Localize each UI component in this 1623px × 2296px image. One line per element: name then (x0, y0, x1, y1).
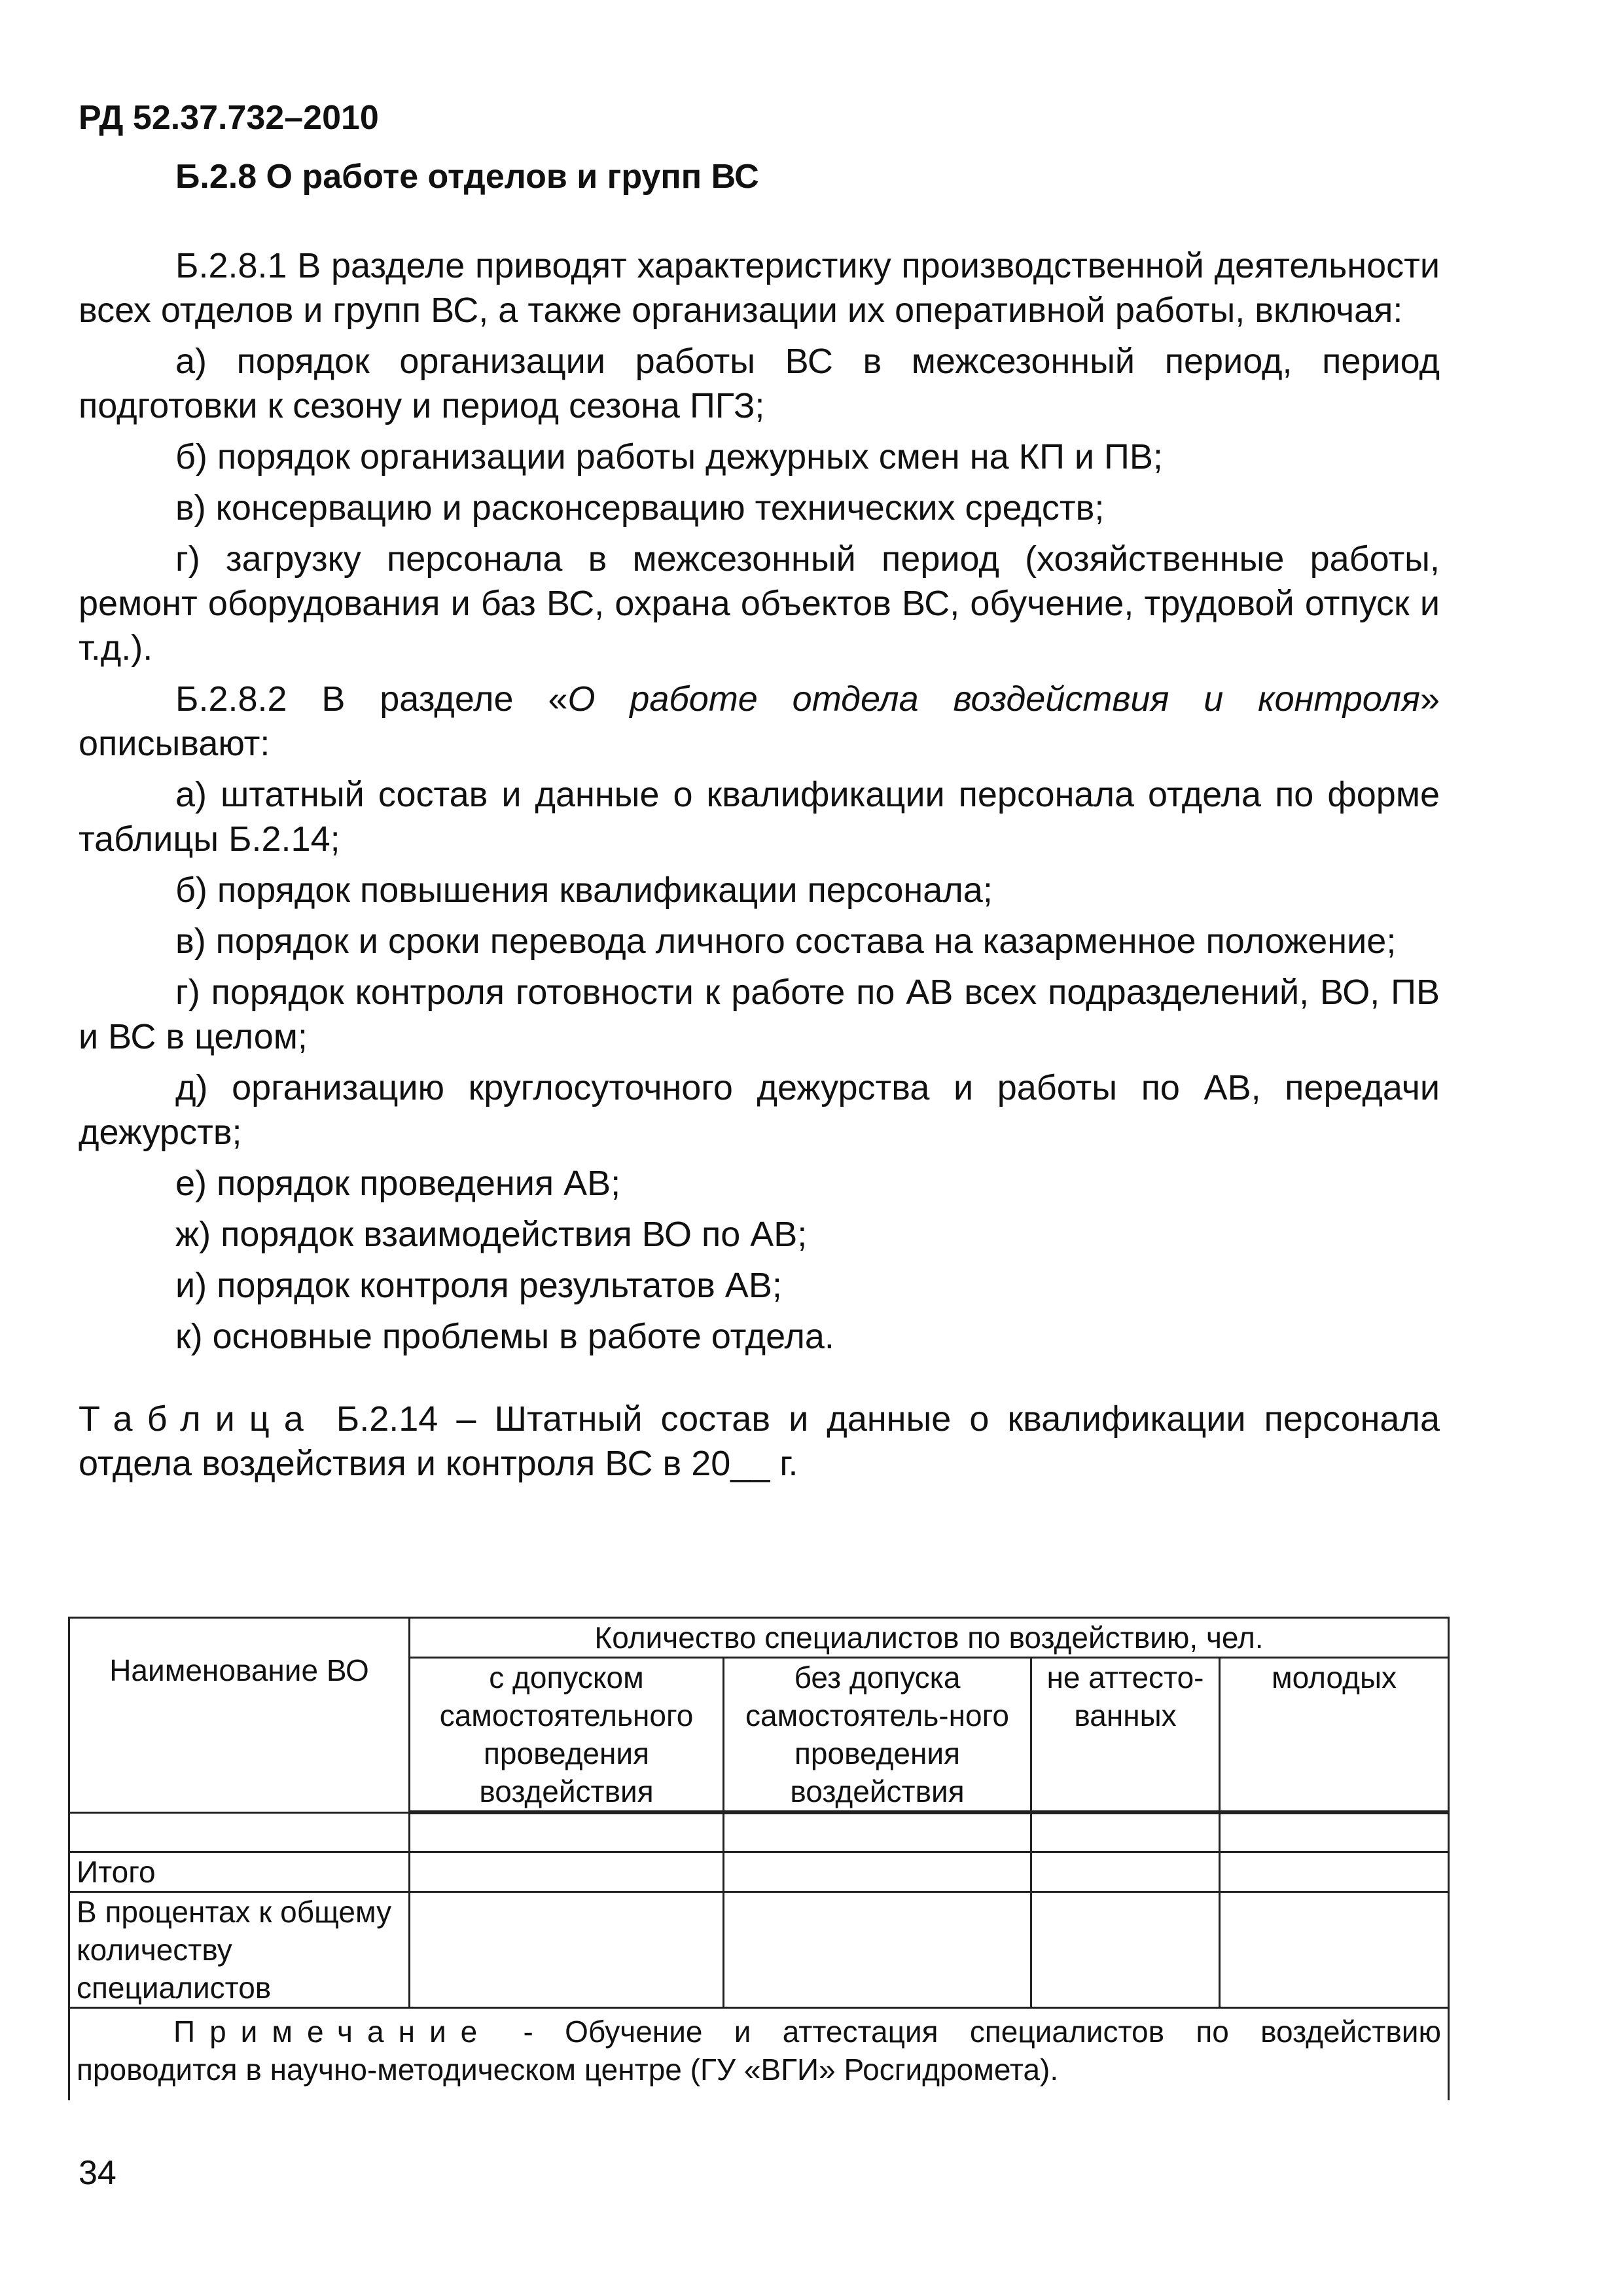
paragraph-b282 (79, 677, 1440, 766)
row-label: В процентах к общему количеству специалистов (69, 1892, 410, 2008)
list-item: г) загрузку персонала в межсезонный период (хозяйственные работы, ремонт оборудования и баз ВС, охрана объектов ВС, обучение, трудовой отпуск и т.д.). (79, 539, 1440, 668)
list-item: и) порядок контроля результатов АВ; (175, 1266, 782, 1305)
table-note (69, 2008, 1449, 2101)
list-item: к) основные проблемы в работе отдела. (175, 1317, 834, 1356)
page-number: 34 (79, 2154, 116, 2192)
row-label: Итого (69, 1852, 410, 1892)
table-header-row (69, 1618, 1449, 1658)
table-cell (410, 1892, 724, 2008)
body-text (79, 243, 1440, 1492)
col-with-permission: с допуском самостоятельного проведения воздействия (410, 1658, 724, 1813)
table-cell (724, 1892, 1031, 2008)
table-caption (79, 1397, 1440, 1486)
col-without-permission: без допуска самостоятель-ного проведения воздействия (724, 1658, 1031, 1813)
list-item: д) организацию круглосуточного дежурства и работы по АВ, передачи дежурств; (79, 1068, 1440, 1152)
table-cell (1031, 1892, 1220, 2008)
list-item: в) порядок и сроки перевода личного состава на казарменное положение; (175, 922, 1397, 961)
list-item: в) консервацию и расконсервацию технических средств; (175, 488, 1105, 528)
table-row (69, 1812, 1449, 1852)
table-note-row (69, 2008, 1449, 2101)
table-cell (1220, 1892, 1449, 2008)
table-cell (1220, 1852, 1449, 1892)
table-row (69, 1892, 1449, 2008)
name-header: Наименование ВО (69, 1618, 410, 1813)
document-code: РД 52.37.732–2010 (79, 99, 379, 137)
table-cell (1220, 1812, 1449, 1852)
col-young: молодых (1220, 1658, 1449, 1813)
list-item: а) порядок организации работы ВС в межсезонный период, период подготовки к сезону и период сезона ПГЗ; (79, 342, 1440, 425)
group-header: Количество специалистов по воздействию, чел. (410, 1618, 1449, 1658)
table-cell (1031, 1852, 1220, 1892)
list-item: а) штатный состав и данные о квалификации персонала отдела по форме таблицы Б.2.14; (79, 775, 1440, 859)
list-item: ж) порядок взаимодействия ВО по АВ; (175, 1215, 808, 1254)
table-cell (724, 1852, 1031, 1892)
row-label (69, 1812, 410, 1852)
table-caption-text: Б.2.14 – Штатный состав и данные о квалификации персонала отдела воздействия и контроля ВС в 20__ г. (79, 1399, 1440, 1483)
table-cell (410, 1812, 724, 1852)
staff-table (68, 1617, 1450, 2100)
table-caption-label: Таблица (79, 1399, 318, 1439)
paragraph-prefix: Б.2.8.2 В разделе « (175, 679, 568, 719)
paragraph-suffix: » описывают: (79, 679, 1440, 763)
section-reference: О работе отдела воздействия и контроля (567, 679, 1420, 719)
list-item: б) порядок повышения квалификации персонала; (175, 870, 993, 910)
list-item: б) порядок организации работы дежурных смен на КП и ПВ; (175, 437, 1163, 476)
note-label: Примечание (173, 2015, 492, 2049)
table-cell (1031, 1812, 1220, 1852)
list-item: г) порядок контроля готовности к работе по АВ всех подразделений, ВО, ПВ и ВС в целом; (79, 973, 1440, 1056)
table-cell (724, 1812, 1031, 1852)
note-text: - Обучение и аттестация специалистов по воздействию проводится в научно-методическом центре (ГУ «ВГИ» Росгидромета). (77, 2015, 1441, 2087)
paragraph-b281: Б.2.8.1 В разделе приводят характеристику производственной деятельности всех отделов и групп ВС, а также организации их оперативной работы, включая: (79, 246, 1440, 330)
list-item: е) порядок проведения АВ; (175, 1164, 621, 1203)
col-not-certified: не аттесто-ванных (1031, 1658, 1220, 1813)
table-cell (410, 1852, 724, 1892)
section-title: Б.2.8 О работе отделов и групп ВС (175, 158, 759, 196)
table-row (69, 1852, 1449, 1892)
